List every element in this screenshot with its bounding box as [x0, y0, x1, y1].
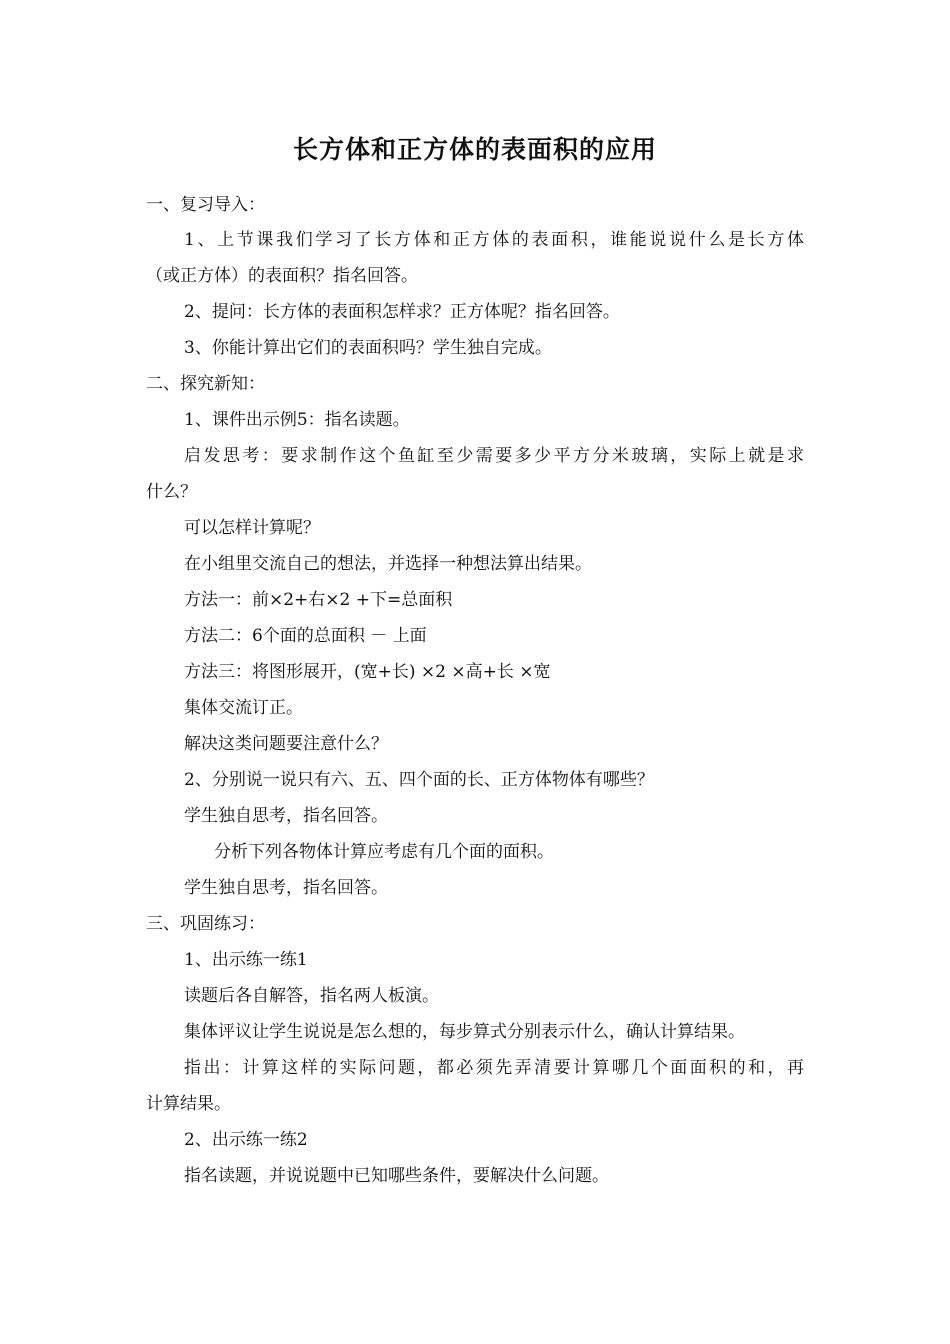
- paragraph-line: 学生独自思考，指名回答。: [184, 806, 388, 826]
- paragraph-line: 学生独自思考，指名回答。: [184, 878, 388, 898]
- paragraph-line: 2、出示练一练2: [184, 1130, 308, 1150]
- paragraph-line: 在小组里交流自己的想法，并选择一种想法算出结果。: [184, 554, 592, 574]
- paragraph-line: 指名读题，并说说题中已知哪些条件，要解决什么问题。: [184, 1166, 609, 1186]
- paragraph-line: 1、课件出示例5：指名读题。: [184, 410, 410, 430]
- method-line: 方法二：6个面的总面积 － 上面: [184, 626, 427, 646]
- paragraph-line: 2、提问：长方体的表面积怎样求？正方体呢？指名回答。: [184, 302, 620, 322]
- paragraph-line: 解决这类问题要注意什么？: [184, 734, 388, 754]
- paragraph-line: 指出：计算这样的实际问题，都必须先弄清要计算哪几个面面积的和，再: [184, 1058, 804, 1078]
- paragraph-line: 2、分别说一说只有六、五、四个面的长、正方体物体有哪些？: [184, 770, 654, 790]
- document-title: 长方体和正方体的表面积的应用: [292, 135, 657, 164]
- paragraph-line: 可以怎样计算呢？: [184, 518, 320, 538]
- method-line: 方法一：前×2+右×2 +下=总面积: [184, 590, 453, 610]
- paragraph-line: 1、出示练一练1: [184, 950, 308, 970]
- paragraph-line: （或正方体）的表面积？指名回答。: [146, 266, 418, 286]
- paragraph-line: 集体评议让学生说说是怎么想的，每步算式分别表示什么，确认计算结果。: [184, 1022, 745, 1042]
- paragraph-line: 读题后各自解答，指名两人板演。: [184, 986, 439, 1006]
- paragraph-line: 计算结果。: [146, 1094, 231, 1114]
- paragraph-line: 集体交流订正。: [184, 698, 303, 718]
- section-heading-review: 一、复习导入：: [146, 195, 265, 215]
- section-heading-practice: 三、巩固练习：: [146, 914, 265, 934]
- method-line: 方法三：将图形展开，(宽+长) ×2 ×高+长 ×宽: [184, 662, 551, 682]
- paragraph-line: 启发思考：要求制作这个鱼缸至少需要多少平方分米玻璃，实际上就是求: [184, 446, 804, 466]
- paragraph-line: 3、你能计算出它们的表面积吗？学生独自完成。: [184, 338, 552, 358]
- paragraph-line: 什么？: [146, 482, 197, 502]
- paragraph-line: 分析下列各物体计算应考虑有几个面的面积。: [214, 842, 554, 862]
- section-heading-explore: 二、探究新知：: [146, 374, 265, 394]
- paragraph-line: 1、上节课我们学习了长方体和正方体的表面积，谁能说说什么是长方体: [184, 230, 804, 250]
